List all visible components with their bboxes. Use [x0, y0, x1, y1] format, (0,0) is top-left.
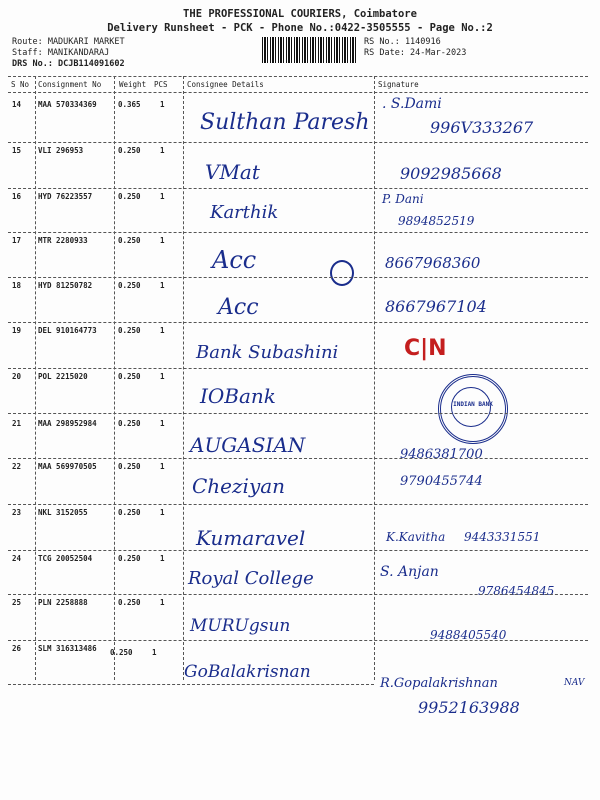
consignment-cell: MAA 570334369: [38, 100, 97, 109]
table-row: [0, 458, 600, 504]
pcs-cell: 1: [160, 462, 165, 471]
cin-mark: C|N: [404, 336, 447, 361]
consignee-handwriting: IOBank: [200, 384, 276, 408]
signature-mark: R.Gopalakrishnan: [380, 676, 498, 691]
col-signature: Signature: [378, 80, 419, 89]
weight-cell: 0.250: [118, 236, 141, 245]
signature-mark: S. Anjan: [380, 564, 439, 580]
col-consignment: Consignment No: [38, 80, 102, 89]
sno-cell: 26: [12, 644, 22, 653]
weight-cell: 0.365: [118, 100, 141, 109]
weight-cell: 0.250: [118, 192, 141, 201]
signature-mark: . S.Dami: [382, 96, 442, 112]
signature-phone: 9092985668: [400, 164, 502, 183]
staff: Staff: MANIKANDARAJ: [12, 48, 110, 58]
sno-cell: 23: [12, 508, 22, 517]
consignment-cell: MAA 298952984: [38, 419, 97, 428]
sno-cell: 17: [12, 236, 22, 245]
signature-phone: 9443331551: [464, 530, 541, 544]
weight-cell: 0.250: [118, 508, 141, 517]
col-consignee: Consignee Details: [187, 80, 264, 89]
weight-cell: 0.250: [110, 648, 133, 657]
table-row: [0, 413, 600, 462]
row-rule: [8, 684, 374, 685]
weight-cell: 0.250: [118, 598, 141, 607]
consignee-handwriting: VMat: [205, 160, 260, 184]
stamp-text: INDIAN BANK: [453, 401, 493, 408]
consignee-handwriting: Kumaravel: [196, 526, 306, 550]
table-row: [0, 322, 600, 368]
table-row: [0, 550, 600, 596]
consignee-handwriting: Royal College: [188, 568, 314, 589]
consignment-cell: MAA 569970505: [38, 462, 97, 471]
pcs-cell: 1: [160, 236, 165, 245]
consignment-cell: VLI 296953: [38, 146, 84, 155]
table-row: [0, 368, 600, 414]
sno-cell: 19: [12, 326, 22, 335]
signature-phone: 9786454845: [478, 584, 555, 598]
consignment-cell: NKL 3152055: [38, 508, 88, 517]
page-title: THE PROFESSIONAL COURIERS, Coimbatore: [183, 8, 417, 20]
signature-mark: K.Kavitha: [386, 530, 446, 544]
consignee-handwriting: Sulthan Paresh: [200, 110, 370, 135]
pcs-cell: 1: [160, 598, 165, 607]
table-row: [0, 277, 600, 323]
pcs-cell: 1: [152, 648, 157, 657]
col-sno: S No: [11, 80, 30, 89]
signature-phone: 9790455744: [400, 474, 483, 489]
signature-phone: 9486381700: [400, 447, 483, 462]
pcs-cell: 1: [160, 326, 165, 335]
pcs-cell: 1: [160, 192, 165, 201]
signature-note: NAV: [564, 678, 585, 688]
signature-phone: 996V333267: [430, 118, 534, 137]
consignment-cell: DEL 910164773: [38, 326, 97, 335]
consignee-handwriting: Acc: [218, 295, 259, 320]
table-row: [0, 594, 600, 640]
consignee-handwriting: Cheziyan: [192, 474, 286, 498]
consignee-handwriting: GoBalakrisnan: [184, 662, 311, 682]
sno-cell: 21: [12, 419, 22, 428]
sno-cell: 24: [12, 554, 22, 563]
consignment-cell: POL 2215020: [38, 372, 88, 381]
consignee-handwriting: Acc: [212, 246, 257, 274]
signature-mark: P. Dani: [382, 192, 424, 206]
sno-cell: 18: [12, 281, 22, 290]
table-top-rule: [8, 76, 588, 77]
col-pcs: PCS: [154, 80, 168, 89]
rs-date: RS Date: 24-Mar-2023: [364, 48, 467, 58]
consignee-handwriting: MURUgsun: [190, 616, 291, 636]
table-row: [0, 96, 600, 142]
rs-number: RS No.: 1140916: [364, 37, 441, 47]
consignment-cell: HYD 81250782: [38, 281, 93, 290]
consignee-handwriting: Karthik: [210, 202, 279, 223]
pcs-cell: 1: [160, 100, 165, 109]
consignment-cell: SLM 316313486: [38, 644, 97, 653]
table-row: [0, 188, 600, 234]
signature-phone: 9894852519: [398, 214, 475, 228]
pcs-cell: 1: [160, 281, 165, 290]
sno-cell: 14: [12, 100, 22, 109]
consignment-cell: TCG 20052504: [38, 554, 93, 563]
consignee-handwriting: Bank Subashini: [196, 342, 339, 363]
sno-cell: 22: [12, 462, 22, 471]
table-row: [0, 640, 600, 717]
signature-phone: 8667967104: [385, 297, 487, 316]
pcs-cell: 1: [160, 419, 165, 428]
weight-cell: 0.250: [118, 281, 141, 290]
pcs-cell: 1: [160, 372, 165, 381]
pcs-cell: 1: [160, 508, 165, 517]
weight-cell: 0.250: [118, 462, 141, 471]
sno-cell: 16: [12, 192, 22, 201]
weight-cell: 0.250: [118, 419, 141, 428]
weight-cell: 0.250: [118, 326, 141, 335]
consignment-cell: MTR 2280933: [38, 236, 88, 245]
table-row: [0, 232, 600, 278]
pcs-cell: 1: [160, 554, 165, 563]
signature-phone: 9952163988: [418, 698, 520, 717]
col-weight: Weight: [119, 80, 147, 89]
table-row: [0, 504, 600, 550]
drs-number: DRS No.: DCJB114091602: [12, 59, 125, 69]
pcs-cell: 1: [160, 146, 165, 155]
signature-phone: 8667968360: [385, 254, 481, 272]
sno-cell: 15: [12, 146, 22, 155]
signature-phone: 9488405540: [430, 628, 507, 642]
weight-cell: 0.250: [118, 372, 141, 381]
barcode: [262, 37, 358, 63]
consignment-cell: HYD 76223557: [38, 192, 93, 201]
table-head-rule: [8, 92, 588, 93]
weight-cell: 0.250: [118, 554, 141, 563]
route: Route: MADUKARI MARKET: [12, 37, 125, 47]
sno-cell: 20: [12, 372, 22, 381]
consignee-handwriting: AUGASIAN: [190, 433, 306, 457]
page-subtitle: Delivery Runsheet - PCK - Phone No.:0422-3505555 - Page No.:2: [107, 22, 493, 34]
sno-cell: 25: [12, 598, 22, 607]
consignment-cell: PLN 2258888: [38, 598, 88, 607]
table-row: [0, 142, 600, 188]
weight-cell: 0.250: [118, 146, 141, 155]
